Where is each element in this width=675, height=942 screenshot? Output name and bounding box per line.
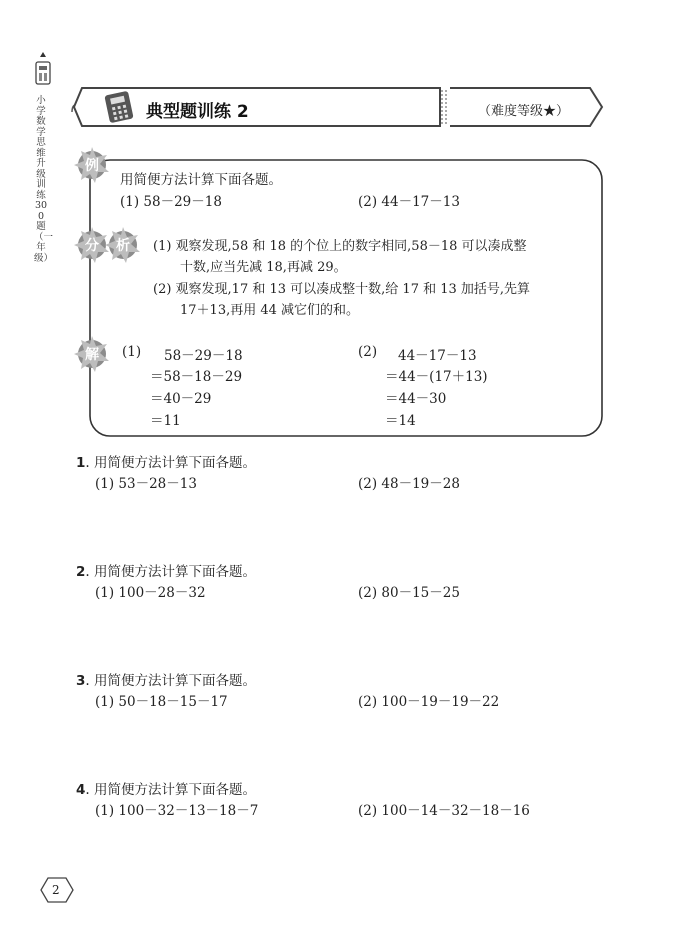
sidebar-book-title: 小学数学思维升级训练300题（一年级） (34, 95, 54, 264)
exercise-1-prompt: 1. 用简便方法计算下面各题。 (76, 455, 256, 471)
exercise-2b: (2) 80－15－25 (358, 585, 460, 601)
exercise-4a: (1) 100－32－13－18－7 (95, 803, 259, 819)
exercise-1b: (2) 48－19－28 (358, 476, 460, 492)
solution-badge: 解 (78, 340, 106, 368)
solution-2-line: ＝14 (385, 413, 416, 429)
section-title: 典型题训练 2 (146, 102, 249, 122)
difficulty-level: （难度等级★） (478, 104, 570, 119)
example-q2: (2) 44－17－13 (358, 194, 460, 210)
analysis-p1-line1: (1) 观察发现,58 和 18 的个位上的数字相同,58－18 可以凑成整 (153, 239, 527, 254)
analysis-p2-line2: 17＋13,再用 44 减它们的和。 (180, 303, 360, 318)
exercise-1a: (1) 53－28－13 (95, 476, 197, 492)
exercise-3b: (2) 100－19－19－22 (358, 694, 500, 710)
exercise-4b: (2) 100－14－32－18－16 (358, 803, 530, 819)
example-badge: 例 (78, 151, 106, 179)
analysis-p1-line2: 十数,应当先减 18,再减 29。 (180, 260, 347, 275)
exercise-3-prompt: 3. 用简便方法计算下面各题。 (76, 673, 256, 689)
solution-1-line: ＝58－18－29 (150, 369, 243, 385)
analysis-p2-line1: (2) 观察发现,17 和 13 可以凑成整十数,给 17 和 13 加括号,先算 (153, 282, 531, 297)
example-prompt: 用简便方法计算下面各题。 (120, 172, 282, 188)
exercise-3a: (1) 50－18－15－17 (95, 694, 228, 710)
solution-2-label: (2) (358, 344, 378, 360)
solution-1-line: 58－29－18 (164, 348, 243, 364)
example-q1: (1) 58－29－18 (120, 194, 222, 210)
exercise-2-prompt: 2. 用简便方法计算下面各题。 (76, 564, 256, 580)
book-icon (35, 52, 51, 88)
solution-2-line: ＝44－30 (385, 391, 447, 407)
solution-1-line: ＝40－29 (150, 391, 212, 407)
calculator-icon (103, 90, 137, 124)
solution-2-line: ＝44－(17＋13) (385, 369, 488, 385)
analysis-badge-2: 析 (109, 231, 137, 259)
solution-1-label: (1) (122, 344, 142, 360)
exercise-4-prompt: 4. 用简便方法计算下面各题。 (76, 782, 256, 798)
page-number: 2 (52, 883, 60, 897)
solution-1-line: ＝11 (150, 413, 181, 429)
analysis-badge-1: 分 (78, 231, 106, 259)
exercise-2a: (1) 100－28－32 (95, 585, 206, 601)
solution-2-line: 44－17－13 (398, 348, 477, 364)
